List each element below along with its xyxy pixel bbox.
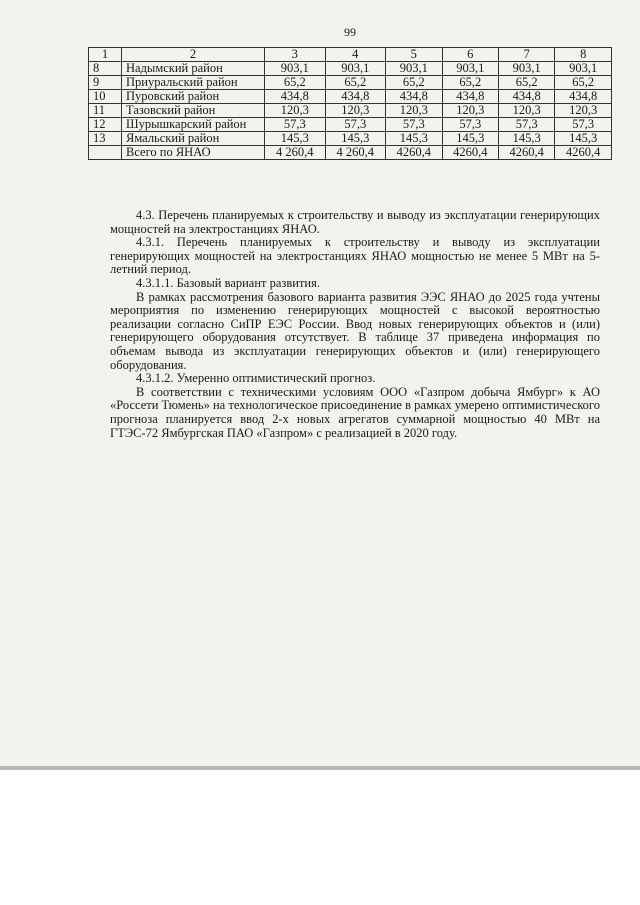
value-cell: 145,3: [265, 132, 326, 146]
district-name: Надымский район: [122, 62, 265, 76]
row-index: 10: [89, 90, 122, 104]
data-table: [88, 47, 612, 160]
value-cell: 903,1: [555, 62, 612, 76]
value-cell: 65,2: [499, 76, 555, 90]
value-cell: 65,2: [386, 76, 442, 90]
row-index: 8: [89, 62, 122, 76]
value-cell: 903,1: [265, 62, 326, 76]
table-row: [89, 104, 612, 118]
value-cell: 57,3: [386, 118, 442, 132]
value-cell: 120,3: [386, 104, 442, 118]
table-row: [89, 90, 612, 104]
value-cell: 903,1: [499, 62, 555, 76]
total-value-cell: 4260,4: [555, 146, 612, 160]
value-cell: 145,3: [442, 132, 498, 146]
row-index: 12: [89, 118, 122, 132]
value-cell: 434,8: [499, 90, 555, 104]
paragraph: В соответствии с техническими условиям ООО «Газпром добыча Ямбург» к АО «Россети Тюмень» на технологическое присоединение в рамках умерено оптимистического прогноза планируется ввод 2-х новых агрегатов суммарной мощностью 40 МВт на ГТЭС-72 Ямбургская ПАО «Газпром» с реализацией в 2020 году.: [110, 384, 600, 440]
value-cell: 903,1: [442, 62, 498, 76]
value-cell: 57,3: [265, 118, 326, 132]
subsubsection-heading: 4.3.1.2. Умеренно оптимистический прогноз.: [136, 371, 376, 386]
total-value-cell: 4 260,4: [325, 146, 386, 160]
value-cell: 65,2: [442, 76, 498, 90]
total-value-cell: 4 260,4: [265, 146, 326, 160]
value-cell: 120,3: [442, 104, 498, 118]
header-cell: 5: [386, 48, 442, 62]
total-value-cell: 4260,4: [386, 146, 442, 160]
header-cell: 7: [499, 48, 555, 62]
table-row: [89, 132, 612, 146]
value-cell: 57,3: [499, 118, 555, 132]
subsubsection-heading: 4.3.1.1. Базовый вариант развития.: [136, 275, 320, 290]
value-cell: 57,3: [325, 118, 386, 132]
district-name: Пуровский район: [122, 90, 265, 104]
table-header-row: [89, 48, 612, 62]
scan-edge: [0, 766, 640, 770]
row-index: 13: [89, 132, 122, 146]
row-index: [89, 146, 122, 160]
value-cell: 120,3: [555, 104, 612, 118]
value-cell: 434,8: [386, 90, 442, 104]
total-value-cell: 4260,4: [442, 146, 498, 160]
value-cell: 65,2: [265, 76, 326, 90]
section-heading: 4.3. Перечень планируемых к строительству и выводу из эксплуатации генерирующих мощностей на электростанциях ЯНАО.: [110, 208, 600, 236]
value-cell: 65,2: [325, 76, 386, 90]
header-cell: 2: [122, 48, 265, 62]
table-row: [89, 118, 612, 132]
header-cell: 4: [325, 48, 386, 62]
row-index: 9: [89, 76, 122, 90]
header-cell: 6: [442, 48, 498, 62]
value-cell: 903,1: [325, 62, 386, 76]
row-index: 11: [89, 104, 122, 118]
subsection-heading: 4.3.1. Перечень планируемых к строительству и выводу из эксплуатации генерирующих мощностей на электростанциях ЯНАО мощностью не менее 5 МВт на 5-летний период.: [110, 235, 600, 277]
total-value-cell: 4260,4: [499, 146, 555, 160]
district-name: Приуральский район: [122, 76, 265, 90]
body-text: [110, 209, 600, 440]
value-cell: 434,8: [265, 90, 326, 104]
district-name: Шурышкарский район: [122, 118, 265, 132]
table-total-row: [89, 146, 612, 160]
value-cell: 57,3: [555, 118, 612, 132]
district-name: Тазовский район: [122, 104, 265, 118]
value-cell: 145,3: [499, 132, 555, 146]
value-cell: 903,1: [386, 62, 442, 76]
value-cell: 120,3: [499, 104, 555, 118]
value-cell: 145,3: [555, 132, 612, 146]
paragraph: В рамках рассмотрения базового варианта развития ЭЭС ЯНАО до 2025 года учтены мероприятия по изменению генерирующих мощностей с высокой вероятностью реализации согласно СиПР ЕЭС России. Ввод новых генерирующих объектов и (или) генерирующего оборудования отсутствует. В таблице 37 приведена информация по объемам вывода из эксплуатации генерирующих объектов и (или) генерирующего оборудования.: [110, 289, 600, 372]
page-number: 99: [344, 25, 356, 39]
value-cell: 120,3: [325, 104, 386, 118]
value-cell: 120,3: [265, 104, 326, 118]
header-cell: 1: [89, 48, 122, 62]
table-row: [89, 76, 612, 90]
value-cell: 434,8: [442, 90, 498, 104]
table-row: [89, 62, 612, 76]
total-label: Всего по ЯНАО: [122, 146, 265, 160]
district-name: Ямальский район: [122, 132, 265, 146]
header-cell: 3: [265, 48, 326, 62]
header-cell: 8: [555, 48, 612, 62]
value-cell: 434,8: [325, 90, 386, 104]
value-cell: 145,3: [325, 132, 386, 146]
value-cell: 145,3: [386, 132, 442, 146]
value-cell: 434,8: [555, 90, 612, 104]
value-cell: 57,3: [442, 118, 498, 132]
value-cell: 65,2: [555, 76, 612, 90]
